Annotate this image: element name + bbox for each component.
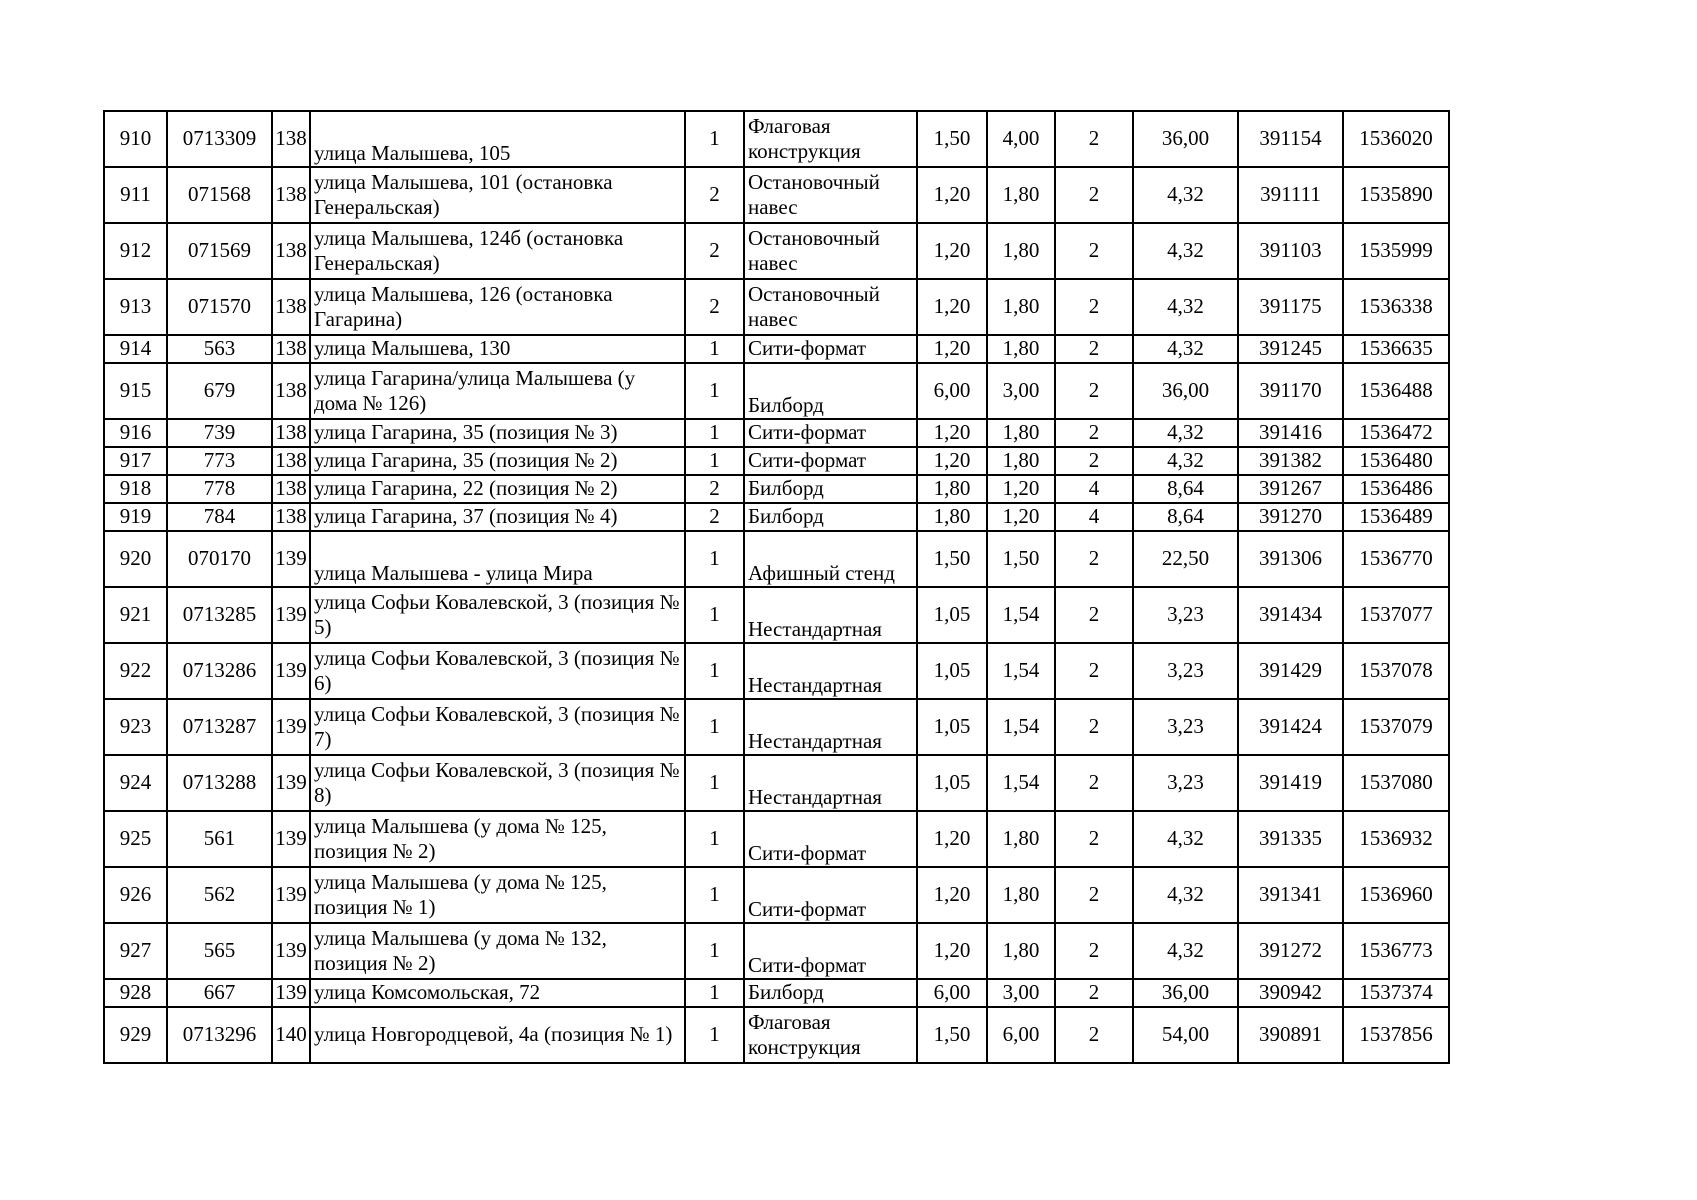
table-row <box>104 503 1449 531</box>
table-row <box>104 363 1449 419</box>
cell-code: 071569 <box>167 223 272 279</box>
cell-coord-x: 391175 <box>1238 279 1343 335</box>
cell-row-number: 929 <box>104 1007 167 1063</box>
cell-code: 778 <box>167 475 272 503</box>
cell-area: 4,32 <box>1133 279 1238 335</box>
cell-sides: 2 <box>1055 811 1133 867</box>
cell-coord-x: 391419 <box>1238 755 1343 811</box>
cell-coord-y: 1537374 <box>1343 979 1449 1007</box>
cell-group: 139 <box>272 587 310 643</box>
cell-address: улица Софьи Ковалевской, 3 (позиция № 7) <box>310 699 685 755</box>
cell-coord-y: 1535999 <box>1343 223 1449 279</box>
cell-code: 667 <box>167 979 272 1007</box>
cell-sides: 2 <box>1055 643 1133 699</box>
table-row <box>104 643 1449 699</box>
cell-quantity: 1 <box>685 1007 744 1063</box>
cell-width: 1,80 <box>917 503 987 531</box>
cell-width: 1,20 <box>917 419 987 447</box>
cell-coord-y: 1537077 <box>1343 587 1449 643</box>
cell-width: 1,20 <box>917 867 987 923</box>
cell-group: 140 <box>272 1007 310 1063</box>
cell-code: 0713285 <box>167 587 272 643</box>
cell-row-number: 921 <box>104 587 167 643</box>
cell-group: 138 <box>272 475 310 503</box>
cell-group: 138 <box>272 279 310 335</box>
cell-address: улица Малышева, 130 <box>310 335 685 363</box>
cell-quantity: 1 <box>685 447 744 475</box>
table-row <box>104 419 1449 447</box>
cell-coord-x: 391103 <box>1238 223 1343 279</box>
cell-row-number: 917 <box>104 447 167 475</box>
cell-row-number: 916 <box>104 419 167 447</box>
cell-address: улица Малышева (у дома № 132, позиция № 2) <box>310 923 685 979</box>
cell-sides: 2 <box>1055 335 1133 363</box>
cell-coord-y: 1536960 <box>1343 867 1449 923</box>
cell-type: Сити-формат <box>744 867 917 923</box>
cell-height: 1,54 <box>987 755 1055 811</box>
cell-width: 1,05 <box>917 587 987 643</box>
cell-sides: 2 <box>1055 111 1133 167</box>
cell-quantity: 1 <box>685 979 744 1007</box>
cell-coord-x: 391434 <box>1238 587 1343 643</box>
cell-height: 1,80 <box>987 811 1055 867</box>
cell-quantity: 1 <box>685 923 744 979</box>
cell-quantity: 1 <box>685 867 744 923</box>
cell-coord-y: 1536773 <box>1343 923 1449 979</box>
cell-type: Сити-формат <box>744 447 917 475</box>
cell-sides: 2 <box>1055 587 1133 643</box>
cell-group: 139 <box>272 979 310 1007</box>
cell-code: 773 <box>167 447 272 475</box>
cell-width: 1,05 <box>917 643 987 699</box>
cell-address: улица Малышева (у дома № 125, позиция № 2) <box>310 811 685 867</box>
cell-coord-x: 391341 <box>1238 867 1343 923</box>
cell-type: Сити-формат <box>744 923 917 979</box>
cell-area: 36,00 <box>1133 363 1238 419</box>
cell-area: 4,32 <box>1133 419 1238 447</box>
cell-coord-x: 391267 <box>1238 475 1343 503</box>
cell-area: 36,00 <box>1133 111 1238 167</box>
cell-row-number: 918 <box>104 475 167 503</box>
cell-type: Сити-формат <box>744 335 917 363</box>
cell-height: 1,54 <box>987 587 1055 643</box>
cell-sides: 2 <box>1055 279 1133 335</box>
cell-group: 138 <box>272 111 310 167</box>
cell-code: 071568 <box>167 167 272 223</box>
cell-type: Остановочный навес <box>744 167 917 223</box>
cell-coord-y: 1536020 <box>1343 111 1449 167</box>
cell-area: 4,32 <box>1133 167 1238 223</box>
cell-coord-y: 1536932 <box>1343 811 1449 867</box>
table-row <box>104 335 1449 363</box>
cell-coord-x: 391154 <box>1238 111 1343 167</box>
cell-row-number: 914 <box>104 335 167 363</box>
cell-type: Афишный стенд <box>744 531 917 587</box>
cell-width: 6,00 <box>917 363 987 419</box>
cell-sides: 2 <box>1055 223 1133 279</box>
cell-type: Билборд <box>744 979 917 1007</box>
cell-code: 562 <box>167 867 272 923</box>
cell-coord-y: 1537079 <box>1343 699 1449 755</box>
cell-width: 6,00 <box>917 979 987 1007</box>
cell-quantity: 1 <box>685 755 744 811</box>
cell-area: 8,64 <box>1133 503 1238 531</box>
cell-sides: 2 <box>1055 923 1133 979</box>
cell-group: 138 <box>272 447 310 475</box>
cell-width: 1,50 <box>917 111 987 167</box>
cell-code: 565 <box>167 923 272 979</box>
data-table <box>103 110 1450 1064</box>
cell-height: 1,20 <box>987 475 1055 503</box>
cell-type: Нестандартная <box>744 643 917 699</box>
cell-width: 1,80 <box>917 475 987 503</box>
cell-coord-x: 391111 <box>1238 167 1343 223</box>
cell-width: 1,20 <box>917 923 987 979</box>
cell-quantity: 2 <box>685 223 744 279</box>
cell-width: 1,20 <box>917 167 987 223</box>
cell-address: улица Малышева, 126 (остановка Гагарина) <box>310 279 685 335</box>
cell-area: 4,32 <box>1133 867 1238 923</box>
cell-coord-y: 1537078 <box>1343 643 1449 699</box>
cell-width: 1,20 <box>917 279 987 335</box>
cell-address: улица Гагарина, 35 (позиция № 2) <box>310 447 685 475</box>
cell-quantity: 1 <box>685 111 744 167</box>
cell-area: 3,23 <box>1133 699 1238 755</box>
cell-row-number: 924 <box>104 755 167 811</box>
cell-coord-y: 1536338 <box>1343 279 1449 335</box>
table-row <box>104 1007 1449 1063</box>
cell-row-number: 915 <box>104 363 167 419</box>
cell-group: 139 <box>272 811 310 867</box>
cell-coord-x: 391270 <box>1238 503 1343 531</box>
cell-area: 4,32 <box>1133 811 1238 867</box>
cell-coord-y: 1536635 <box>1343 335 1449 363</box>
cell-address: улица Гагарина, 22 (позиция № 2) <box>310 475 685 503</box>
cell-address: улица Гагарина, 37 (позиция № 4) <box>310 503 685 531</box>
cell-quantity: 1 <box>685 419 744 447</box>
cell-row-number: 923 <box>104 699 167 755</box>
cell-height: 1,80 <box>987 923 1055 979</box>
cell-area: 3,23 <box>1133 755 1238 811</box>
cell-row-number: 920 <box>104 531 167 587</box>
table-row <box>104 699 1449 755</box>
cell-type: Билборд <box>744 475 917 503</box>
cell-coord-y: 1537856 <box>1343 1007 1449 1063</box>
table-row <box>104 531 1449 587</box>
cell-quantity: 2 <box>685 279 744 335</box>
cell-address: улица Новгородцевой, 4а (позиция № 1) <box>310 1007 685 1063</box>
cell-quantity: 1 <box>685 363 744 419</box>
cell-row-number: 926 <box>104 867 167 923</box>
cell-sides: 2 <box>1055 363 1133 419</box>
table-row <box>104 447 1449 475</box>
cell-height: 1,80 <box>987 167 1055 223</box>
cell-coord-y: 1536770 <box>1343 531 1449 587</box>
cell-group: 139 <box>272 643 310 699</box>
cell-sides: 2 <box>1055 531 1133 587</box>
cell-type: Остановочный навес <box>744 223 917 279</box>
cell-group: 138 <box>272 363 310 419</box>
cell-address: улица Малышева (у дома № 125, позиция № 1) <box>310 867 685 923</box>
cell-coord-x: 390891 <box>1238 1007 1343 1063</box>
cell-area: 36,00 <box>1133 979 1238 1007</box>
cell-area: 8,64 <box>1133 475 1238 503</box>
cell-height: 1,80 <box>987 279 1055 335</box>
cell-address: улица Софьи Ковалевской, 3 (позиция № 5) <box>310 587 685 643</box>
cell-group: 139 <box>272 923 310 979</box>
cell-sides: 2 <box>1055 755 1133 811</box>
cell-group: 139 <box>272 531 310 587</box>
cell-height: 6,00 <box>987 1007 1055 1063</box>
cell-quantity: 1 <box>685 587 744 643</box>
cell-group: 138 <box>272 167 310 223</box>
cell-coord-x: 391382 <box>1238 447 1343 475</box>
cell-type: Сити-формат <box>744 419 917 447</box>
cell-row-number: 919 <box>104 503 167 531</box>
cell-group: 138 <box>272 223 310 279</box>
table-row <box>104 111 1449 167</box>
cell-height: 1,54 <box>987 643 1055 699</box>
cell-sides: 2 <box>1055 979 1133 1007</box>
cell-code: 561 <box>167 811 272 867</box>
cell-coord-y: 1536480 <box>1343 447 1449 475</box>
cell-width: 1,20 <box>917 811 987 867</box>
cell-height: 1,80 <box>987 447 1055 475</box>
cell-type: Флаговая конструкция <box>744 1007 917 1063</box>
cell-group: 138 <box>272 503 310 531</box>
cell-row-number: 925 <box>104 811 167 867</box>
cell-quantity: 1 <box>685 811 744 867</box>
cell-address: улица Малышева, 105 <box>310 111 685 167</box>
cell-row-number: 927 <box>104 923 167 979</box>
table-row <box>104 979 1449 1007</box>
cell-address: улица Гагарина, 35 (позиция № 3) <box>310 419 685 447</box>
cell-code: 739 <box>167 419 272 447</box>
table-row <box>104 475 1449 503</box>
cell-code: 563 <box>167 335 272 363</box>
cell-code: 070170 <box>167 531 272 587</box>
cell-coord-x: 391424 <box>1238 699 1343 755</box>
cell-row-number: 913 <box>104 279 167 335</box>
cell-row-number: 910 <box>104 111 167 167</box>
table-row <box>104 223 1449 279</box>
cell-address: улица Малышева, 124б (остановка Генеральская) <box>310 223 685 279</box>
cell-address: улица Софьи Ковалевской, 3 (позиция № 8) <box>310 755 685 811</box>
cell-coord-x: 390942 <box>1238 979 1343 1007</box>
cell-coord-x: 391416 <box>1238 419 1343 447</box>
cell-code: 0713296 <box>167 1007 272 1063</box>
cell-address: улица Малышева, 101 (остановка Генеральская) <box>310 167 685 223</box>
cell-code: 0713287 <box>167 699 272 755</box>
cell-height: 1,80 <box>987 223 1055 279</box>
cell-height: 1,54 <box>987 699 1055 755</box>
cell-quantity: 1 <box>685 699 744 755</box>
cell-area: 22,50 <box>1133 531 1238 587</box>
cell-quantity: 1 <box>685 643 744 699</box>
table-row <box>104 867 1449 923</box>
cell-coord-x: 391170 <box>1238 363 1343 419</box>
cell-area: 4,32 <box>1133 335 1238 363</box>
cell-coord-x: 391245 <box>1238 335 1343 363</box>
cell-code: 071570 <box>167 279 272 335</box>
cell-group: 139 <box>272 755 310 811</box>
cell-type: Нестандартная <box>744 587 917 643</box>
cell-code: 679 <box>167 363 272 419</box>
cell-area: 4,32 <box>1133 923 1238 979</box>
cell-type: Билборд <box>744 503 917 531</box>
cell-quantity: 2 <box>685 475 744 503</box>
cell-coord-y: 1536486 <box>1343 475 1449 503</box>
cell-area: 3,23 <box>1133 587 1238 643</box>
cell-width: 1,05 <box>917 755 987 811</box>
cell-coord-y: 1536488 <box>1343 363 1449 419</box>
cell-sides: 2 <box>1055 447 1133 475</box>
cell-coord-x: 391429 <box>1238 643 1343 699</box>
cell-group: 139 <box>272 699 310 755</box>
cell-coord-x: 391306 <box>1238 531 1343 587</box>
cell-type: Нестандартная <box>744 699 917 755</box>
cell-quantity: 2 <box>685 503 744 531</box>
cell-coord-x: 391272 <box>1238 923 1343 979</box>
cell-quantity: 2 <box>685 167 744 223</box>
table-row <box>104 279 1449 335</box>
cell-group: 139 <box>272 867 310 923</box>
cell-coord-x: 391335 <box>1238 811 1343 867</box>
cell-address: улица Софьи Ковалевской, 3 (позиция № 6) <box>310 643 685 699</box>
cell-sides: 4 <box>1055 475 1133 503</box>
cell-sides: 2 <box>1055 419 1133 447</box>
cell-row-number: 912 <box>104 223 167 279</box>
cell-width: 1,20 <box>917 335 987 363</box>
cell-height: 1,80 <box>987 335 1055 363</box>
cell-sides: 2 <box>1055 699 1133 755</box>
cell-area: 3,23 <box>1133 643 1238 699</box>
cell-address: улица Комсомольская, 72 <box>310 979 685 1007</box>
cell-code: 784 <box>167 503 272 531</box>
cell-sides: 4 <box>1055 503 1133 531</box>
cell-group: 138 <box>272 335 310 363</box>
table-row <box>104 923 1449 979</box>
cell-address: улица Гагарина/улица Малышева (у дома № 126) <box>310 363 685 419</box>
cell-row-number: 911 <box>104 167 167 223</box>
cell-coord-y: 1535890 <box>1343 167 1449 223</box>
cell-address: улица Малышева - улица Мира <box>310 531 685 587</box>
cell-area: 4,32 <box>1133 447 1238 475</box>
cell-row-number: 922 <box>104 643 167 699</box>
cell-code: 0713309 <box>167 111 272 167</box>
cell-height: 1,50 <box>987 531 1055 587</box>
cell-row-number: 928 <box>104 979 167 1007</box>
cell-code: 0713286 <box>167 643 272 699</box>
table-row <box>104 167 1449 223</box>
cell-coord-y: 1536489 <box>1343 503 1449 531</box>
cell-height: 1,20 <box>987 503 1055 531</box>
cell-type: Флаговая конструкция <box>744 111 917 167</box>
cell-quantity: 1 <box>685 335 744 363</box>
cell-height: 1,80 <box>987 419 1055 447</box>
cell-type: Остановочный навес <box>744 279 917 335</box>
cell-coord-y: 1537080 <box>1343 755 1449 811</box>
cell-width: 1,50 <box>917 1007 987 1063</box>
cell-area: 54,00 <box>1133 1007 1238 1063</box>
cell-width: 1,50 <box>917 531 987 587</box>
cell-height: 3,00 <box>987 363 1055 419</box>
cell-code: 0713288 <box>167 755 272 811</box>
cell-width: 1,20 <box>917 223 987 279</box>
table-row <box>104 811 1449 867</box>
cell-group: 138 <box>272 419 310 447</box>
cell-sides: 2 <box>1055 1007 1133 1063</box>
cell-sides: 2 <box>1055 167 1133 223</box>
table-body <box>104 111 1449 1063</box>
cell-height: 3,00 <box>987 979 1055 1007</box>
cell-type: Сити-формат <box>744 811 917 867</box>
cell-coord-y: 1536472 <box>1343 419 1449 447</box>
cell-quantity: 1 <box>685 531 744 587</box>
cell-sides: 2 <box>1055 867 1133 923</box>
cell-type: Нестандартная <box>744 755 917 811</box>
cell-type: Билборд <box>744 363 917 419</box>
table-row <box>104 755 1449 811</box>
table-row <box>104 587 1449 643</box>
cell-height: 1,80 <box>987 867 1055 923</box>
cell-height: 4,00 <box>987 111 1055 167</box>
cell-width: 1,05 <box>917 699 987 755</box>
cell-area: 4,32 <box>1133 223 1238 279</box>
cell-width: 1,20 <box>917 447 987 475</box>
